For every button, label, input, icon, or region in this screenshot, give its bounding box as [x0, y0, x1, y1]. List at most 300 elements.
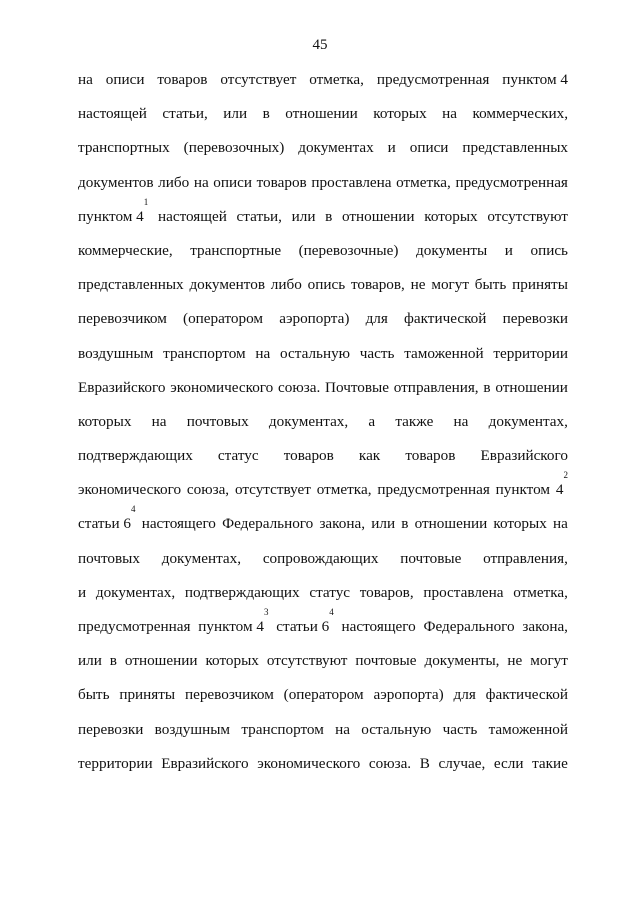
word-text: транспортом — [163, 344, 246, 362]
word-text: отметка, — [513, 583, 568, 601]
text-line — [78, 412, 568, 446]
word — [78, 617, 190, 651]
word — [431, 275, 469, 309]
word-text: а — [368, 412, 376, 430]
word — [162, 104, 207, 138]
word-text: товаров, — [350, 276, 405, 294]
superscript: 4 — [329, 607, 334, 617]
word-text: отметка, — [316, 481, 372, 499]
word — [411, 275, 426, 309]
text-line — [78, 685, 568, 719]
word-text: документах, — [161, 549, 242, 567]
page-number: 45 — [312, 37, 328, 53]
word — [78, 685, 110, 719]
word — [78, 583, 86, 617]
word — [257, 754, 360, 788]
word-text: союза, — [186, 481, 230, 499]
word-text: перевозчиком — [78, 310, 167, 328]
word-text: случае, — [438, 754, 486, 772]
word — [78, 70, 93, 104]
word — [78, 344, 153, 378]
word-text: аэропорта) — [279, 310, 350, 328]
word — [368, 412, 375, 446]
word-text: статьи, — [236, 207, 282, 225]
word-text: почтовые — [355, 652, 417, 670]
word — [507, 651, 522, 685]
word — [194, 173, 209, 207]
word-text: фактической — [404, 310, 487, 328]
word — [475, 275, 507, 309]
word — [222, 514, 313, 548]
text-line — [78, 378, 568, 412]
word-text: которых — [205, 652, 259, 670]
word-text: проставлена — [311, 173, 392, 191]
word — [401, 514, 408, 548]
word-text: экономического — [257, 754, 361, 772]
word-text: и — [78, 583, 87, 601]
word — [309, 70, 364, 104]
word-text: товаров — [157, 71, 208, 88]
word — [78, 446, 193, 480]
word-text: Федерального — [222, 515, 314, 533]
word-text: часть — [442, 720, 478, 738]
text-line — [78, 607, 568, 651]
word-text: товаров, — [359, 583, 414, 601]
word — [263, 549, 379, 583]
word-text: сопровождающих — [262, 549, 379, 567]
word — [400, 549, 461, 583]
word-text: представленных — [462, 139, 568, 157]
word-text: перевозки — [502, 310, 568, 328]
word-text: на — [442, 105, 458, 123]
word — [505, 241, 513, 275]
superscript: 4 — [131, 504, 136, 515]
word-text: на — [255, 344, 271, 362]
word — [487, 207, 568, 241]
word-text: могут — [431, 276, 469, 294]
word — [78, 480, 181, 514]
word — [325, 378, 389, 412]
word-text: Почтовые — [325, 378, 389, 396]
word-text: документы, — [424, 652, 500, 670]
word — [170, 378, 273, 412]
text-line — [78, 173, 568, 207]
word — [183, 309, 263, 343]
word — [420, 754, 430, 788]
word-text: предусмотренная — [376, 71, 490, 88]
word — [190, 241, 281, 275]
word — [359, 446, 380, 480]
word-text: статьи 6 — [78, 515, 131, 533]
word-text: коммерческие, — [78, 241, 173, 259]
word-text: документах, — [95, 583, 176, 601]
word-text: описи — [409, 139, 449, 157]
word — [481, 446, 568, 480]
word — [319, 514, 365, 548]
word-text: такие — [532, 754, 568, 772]
word — [496, 480, 550, 514]
word — [257, 173, 307, 207]
word-text: быть — [474, 276, 507, 294]
word — [342, 207, 415, 241]
word-text: закона, — [522, 618, 568, 635]
word-text: документов — [189, 276, 265, 294]
word-text: почтовые — [400, 549, 462, 567]
text-line — [78, 470, 568, 514]
word-text: почтовых — [186, 412, 249, 430]
word-text: перевозки — [78, 720, 144, 738]
word — [416, 241, 487, 275]
word — [185, 685, 274, 719]
word — [502, 70, 568, 104]
text-line — [78, 720, 568, 754]
word — [235, 480, 311, 514]
word — [360, 583, 414, 617]
word — [267, 651, 348, 685]
word — [454, 685, 476, 719]
word-text: транспортом — [241, 720, 324, 738]
word-text: для — [453, 686, 476, 704]
word — [374, 685, 444, 719]
word-text: приняты — [512, 276, 568, 294]
word — [513, 583, 568, 617]
word — [78, 720, 143, 754]
word — [271, 275, 302, 309]
word — [78, 275, 184, 309]
word — [292, 207, 316, 241]
word-text: документах, — [488, 412, 568, 430]
word-text: настоящей — [78, 105, 147, 123]
word-text: (перевозочных) — [183, 139, 285, 157]
word — [162, 549, 241, 583]
word-text: не — [507, 652, 523, 670]
word-text: (оператором — [183, 310, 264, 328]
text-line — [78, 446, 568, 480]
word-text: транспортных — [78, 139, 170, 157]
word — [263, 104, 270, 138]
word — [78, 309, 167, 343]
word — [489, 720, 568, 754]
word — [78, 104, 147, 138]
word-text: предусмотренная — [455, 173, 568, 191]
word-text: предусмотренная — [377, 481, 490, 499]
word — [396, 173, 451, 207]
word — [553, 514, 568, 548]
word — [493, 514, 546, 548]
text-line — [78, 70, 568, 104]
word — [423, 617, 514, 651]
word-text: на — [553, 515, 568, 533]
word — [424, 651, 499, 685]
word — [483, 378, 490, 412]
text-line — [78, 549, 568, 583]
word-text: отношении — [414, 515, 488, 533]
word — [317, 480, 372, 514]
word — [189, 275, 265, 309]
word — [494, 754, 524, 788]
word — [284, 685, 364, 719]
word — [530, 651, 568, 685]
word-text: либо — [158, 173, 190, 191]
word-text: или — [371, 515, 396, 533]
word-text: и — [387, 139, 396, 157]
word — [220, 70, 296, 104]
superscript: 1 — [143, 196, 149, 207]
word — [361, 720, 431, 754]
word-text: либо — [270, 276, 302, 294]
word — [185, 583, 300, 617]
word-text: отношении — [341, 207, 415, 225]
word-text: и — [504, 241, 513, 259]
word-text: аэропорта) — [373, 686, 444, 704]
word-text: на — [453, 412, 469, 430]
word-text: в — [483, 378, 491, 396]
word-text: представленных — [78, 276, 184, 294]
word-text: на — [151, 412, 167, 430]
word-text: отношении — [285, 105, 358, 123]
word — [555, 470, 568, 514]
word-text: пунктом 4 — [502, 71, 568, 88]
word-text: в — [401, 515, 409, 533]
word — [158, 173, 189, 207]
word-text: описи — [105, 71, 145, 88]
word-text: документах — [298, 139, 374, 157]
word — [512, 275, 568, 309]
word — [377, 480, 489, 514]
word-text: которых — [424, 207, 478, 225]
word — [155, 720, 230, 754]
word — [462, 138, 568, 172]
word — [308, 275, 346, 309]
word-text: отметка, — [396, 173, 451, 191]
word — [395, 412, 433, 446]
word — [241, 720, 324, 754]
text-line — [78, 275, 568, 309]
word-text: перевозчиком — [184, 686, 274, 704]
text-line — [78, 309, 568, 343]
word-text: как — [358, 447, 381, 465]
word — [278, 378, 320, 412]
word-text: могут — [530, 652, 568, 670]
word — [355, 651, 416, 685]
word — [503, 309, 568, 343]
text-line — [78, 104, 568, 138]
word — [486, 685, 568, 719]
word — [198, 607, 269, 651]
word-text: Евразийского — [161, 754, 249, 772]
word — [373, 104, 426, 138]
word-text: подтверждающих — [184, 583, 300, 601]
word-text: Евразийского — [78, 378, 166, 396]
word — [106, 70, 145, 104]
word-text: пунктом 4 — [198, 618, 264, 635]
word-text: товаров — [256, 173, 307, 191]
word — [184, 138, 285, 172]
word-text: почтовых — [78, 549, 140, 567]
word — [218, 446, 259, 480]
word — [311, 173, 391, 207]
word — [388, 138, 396, 172]
word-text: не — [410, 276, 426, 294]
word — [454, 412, 469, 446]
word-text: отсутствует — [220, 71, 297, 88]
word-text: на — [78, 71, 93, 88]
text-line — [78, 138, 568, 172]
word-text: союза. — [368, 754, 412, 772]
word — [342, 617, 416, 651]
word-text: товаров — [283, 447, 334, 465]
word — [423, 583, 503, 617]
word-text: транспортные — [190, 241, 282, 259]
word — [530, 241, 568, 275]
word-text: коммерческих, — [472, 105, 568, 123]
word-text: союза. — [278, 378, 321, 396]
word — [78, 378, 165, 412]
word-text: отметка, — [309, 71, 364, 88]
word-text: остальную — [361, 720, 432, 738]
word — [125, 651, 198, 685]
word — [371, 514, 395, 548]
word — [424, 207, 477, 241]
word-text: которых — [373, 105, 427, 123]
word — [455, 173, 567, 207]
word-text: воздушным — [78, 344, 154, 362]
word — [493, 344, 568, 378]
word-text: в — [109, 652, 117, 670]
word — [142, 514, 216, 548]
word — [299, 241, 399, 275]
word-text: территории — [78, 754, 153, 772]
word-text: остальную — [280, 344, 351, 362]
text-line — [78, 651, 568, 685]
word — [473, 104, 569, 138]
word — [78, 651, 102, 685]
word — [255, 344, 270, 378]
word — [269, 412, 348, 446]
text-line — [78, 754, 568, 788]
text-line — [78, 344, 568, 378]
word — [443, 720, 478, 754]
word-text: товаров — [405, 447, 456, 465]
word — [152, 412, 167, 446]
word — [78, 549, 140, 583]
word-text: или — [78, 652, 102, 670]
word-text: настоящего — [141, 515, 216, 533]
word-text: быть — [78, 686, 110, 704]
word-text: территории — [493, 344, 568, 362]
word — [522, 617, 568, 651]
word-text: для — [365, 310, 388, 328]
word-text: на — [193, 173, 209, 191]
word-text: предусмотренная — [78, 618, 191, 635]
word — [489, 412, 568, 446]
word-text: которых — [493, 515, 547, 533]
word-text: статьи 6 — [276, 618, 330, 635]
word-text: пунктом — [495, 481, 551, 499]
word-text: часть — [359, 344, 395, 362]
word-text: отсутствуют — [487, 207, 568, 225]
word — [223, 104, 247, 138]
word-text: документах, — [268, 412, 349, 430]
text-line — [78, 583, 568, 617]
word — [325, 207, 332, 241]
word-text: статьи, — [162, 105, 208, 123]
word-text: закона, — [319, 515, 366, 533]
word — [161, 754, 248, 788]
word — [360, 344, 395, 378]
word-text: отправления, — [483, 549, 568, 567]
word — [298, 138, 374, 172]
word — [405, 446, 455, 480]
word-text: настоящего — [341, 618, 416, 635]
word-text: статус — [217, 447, 259, 465]
word — [410, 138, 449, 172]
word-text: Федерального — [423, 618, 515, 635]
word-text: опись — [530, 241, 568, 259]
word — [78, 412, 131, 446]
word — [78, 196, 149, 241]
word-text: в — [325, 207, 333, 225]
word — [483, 549, 568, 583]
word-text: проставлена — [423, 583, 504, 601]
word-text: воздушным — [154, 720, 231, 738]
word — [158, 207, 227, 241]
word — [119, 685, 175, 719]
word — [280, 344, 350, 378]
text-line — [78, 241, 568, 275]
word — [366, 309, 388, 343]
word-text: приняты — [119, 686, 176, 704]
word — [205, 651, 258, 685]
word-text: отношении — [124, 652, 198, 670]
text-line — [78, 504, 568, 548]
word-text: на — [335, 720, 350, 738]
word — [404, 309, 486, 343]
word — [284, 446, 334, 480]
body-text — [78, 70, 568, 788]
text-line — [78, 196, 568, 241]
word-text: экономического — [170, 378, 274, 396]
word-text: (оператором — [283, 686, 364, 704]
word — [78, 138, 170, 172]
word-text: документов — [78, 173, 154, 191]
word-text: также — [395, 412, 434, 430]
word — [213, 173, 252, 207]
word — [78, 173, 154, 207]
word-text: отношении — [495, 378, 568, 396]
word — [110, 651, 117, 685]
word-text: описи — [213, 173, 253, 191]
word — [442, 104, 457, 138]
word-text: отсутствуют — [266, 652, 348, 670]
word — [285, 104, 358, 138]
word-text: или — [291, 207, 316, 225]
word — [279, 309, 349, 343]
word — [377, 70, 489, 104]
word-text: Евразийского — [480, 447, 568, 465]
superscript: 2 — [563, 470, 568, 481]
word — [394, 378, 479, 412]
word — [187, 412, 249, 446]
word — [78, 754, 153, 788]
word-text: В — [419, 754, 430, 772]
word-text: подтверждающих — [78, 447, 193, 465]
word — [351, 275, 405, 309]
word — [163, 344, 246, 378]
word-text: таможенной — [488, 720, 568, 738]
word-text: 4 — [555, 481, 564, 499]
word — [404, 344, 483, 378]
